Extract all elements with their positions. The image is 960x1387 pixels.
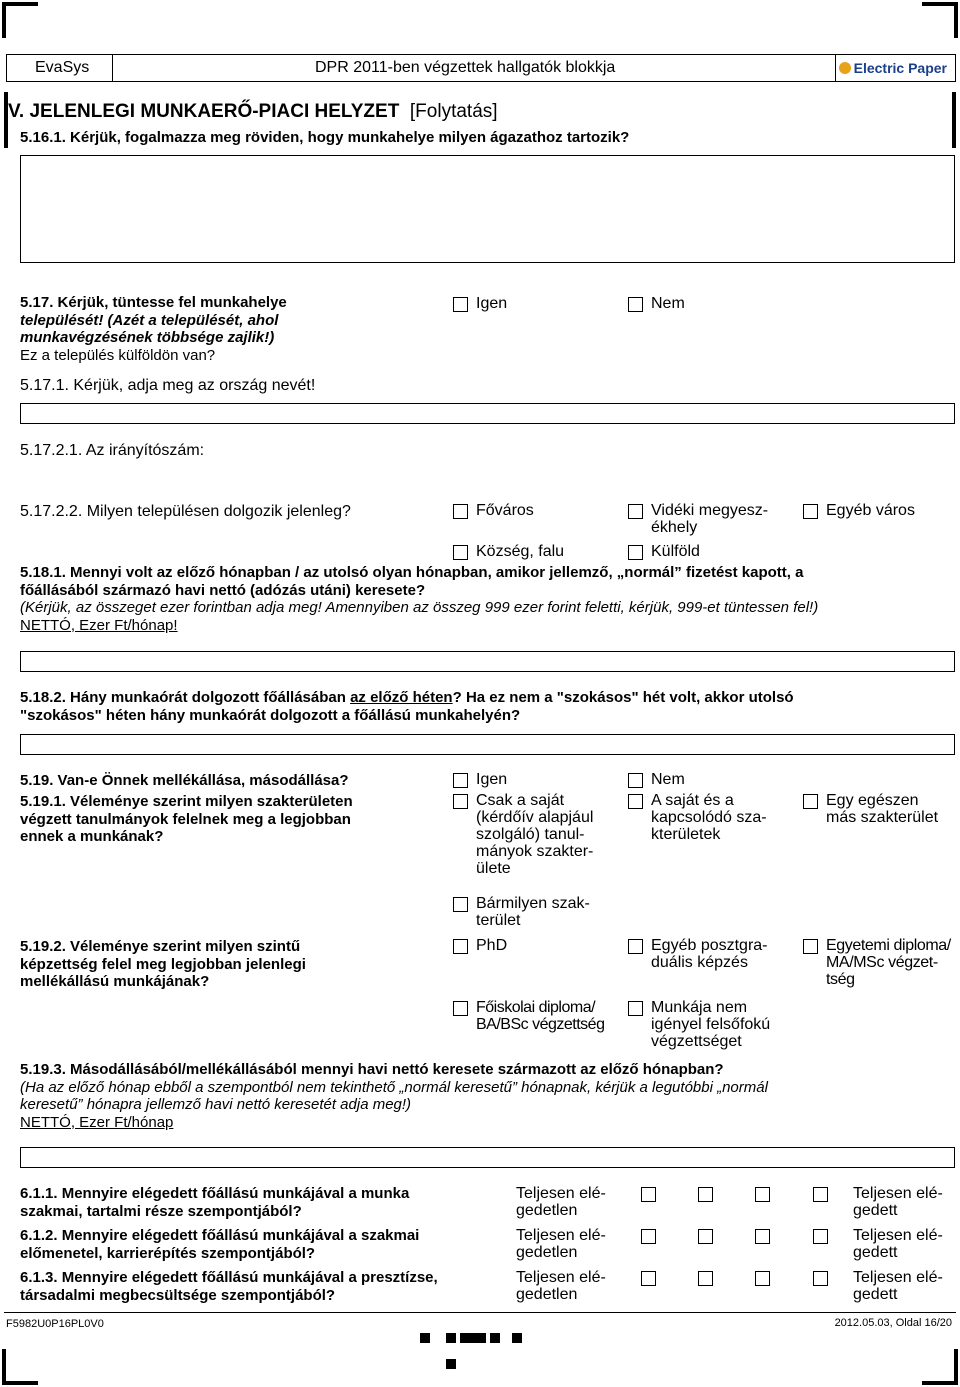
question-5-19: 5.19. Van-e Önnek mellékállása, másodállása? <box>20 772 349 789</box>
electric-paper-logo: Electric Paper <box>839 59 947 77</box>
option-posztgradualis: Egyéb posztgra- duális képzés <box>651 937 768 971</box>
question-5-17-2-1: 5.17.2.1. Az irányítószám: <box>20 442 205 459</box>
option-5-17-nem: Nem <box>651 295 685 312</box>
question-6-1-1: 6.1.1. Mennyire elégedett főállású munkájával a munka szakmai, tartalmi része szempontjából? <box>20 1185 410 1220</box>
corner-mark-bottom-right <box>922 1349 958 1385</box>
section-title: V. JELENLEGI MUNKAERŐ-PIACI HELYZET [Folytatás] <box>8 101 498 122</box>
corner-mark-top-right <box>922 2 958 38</box>
checkbox-5-19-igen[interactable] <box>453 773 468 788</box>
option-5-17-igen: Igen <box>476 295 508 312</box>
scale-6-1-3-option-3[interactable] <box>755 1271 770 1286</box>
option-foiskolai-diploma: Főiskolai diploma/ BA/BSc végzettség <box>476 999 605 1033</box>
footer-code: F5982U0P16PL0V0 <box>6 1318 104 1330</box>
scale-right-label: Teljesen elé- gedett <box>853 1269 943 1303</box>
checkbox-egyeb-varos[interactable] <box>803 504 818 519</box>
option-videki-megyeszekhely: Vidéki megyesz- ékhely <box>651 502 769 536</box>
scale-left-label: Teljesen elé- gedetlen <box>516 1269 606 1303</box>
question-5-18-1: 5.18.1. Mennyi volt az előző hónapban / az utolsó olyan hónapban, amikor jellemző, „normál” fizetést kapott, a főállásából származó havi nettó (adózás utáni) keresete? (Kérjük, az összeget ezer forintban adja meg! Amennyiben az összeg 999 ezer forint feletti, kérjük, 999-et tüntessen fel!) NETTÓ, Ezer Ft/hónap! <box>20 564 819 634</box>
scale-6-1-1-option-1[interactable] <box>641 1187 656 1202</box>
question-5-16-1: 5.16.1. Kérjük, fogalmazza meg röviden, hogy munkahelye milyen ágazathoz tartozik? <box>20 129 630 146</box>
scale-6-1-2-option-4[interactable] <box>813 1229 828 1244</box>
option-csak-a-sajat: Csak a saját (kérdőív alapjául szolgáló) tanul- mányok szakter- ülete <box>476 792 594 877</box>
option-phd: PhD <box>476 937 508 954</box>
option-barmilyen-szakterulet: Bármilyen szak- terület <box>476 895 590 929</box>
scale-6-1-2-option-2[interactable] <box>698 1229 713 1244</box>
checkbox-5-19-nem[interactable] <box>628 773 643 788</box>
option-5-19-nem: Nem <box>651 771 685 788</box>
answer-5-18-1-input[interactable] <box>20 651 955 672</box>
barcode <box>420 1333 530 1373</box>
option-kozseg-falu: Község, falu <box>476 543 565 560</box>
option-5-19-igen: Igen <box>476 771 508 788</box>
option-egyetemi-diploma: Egyetemi diploma/ MA/MSc végzet- tség <box>826 937 951 988</box>
answer-5-16-1-textarea[interactable] <box>20 155 955 263</box>
question-5-17: 5.17. Kérjük, tüntesse fel munkahelye települését! (Azét a települését, ahol munkavégzésének többsége zajlik!) Ez a település külföldön van? <box>20 294 287 364</box>
option-kulfold: Külföld <box>651 543 700 560</box>
checkbox-videki-megyeszekhely[interactable] <box>628 504 643 519</box>
option-sajat-es-kapcsolodo: A saját és a kapcsolódó sza- kterületek <box>651 792 767 843</box>
checkbox-foiskolai-diploma[interactable] <box>453 1001 468 1016</box>
question-5-18-2: 5.18.2. Hány munkaórát dolgozott főállásában az előző héten? Ha ez nem a "szokásos" hét volt, akkor utolsó "szokásos" héten hány munkaórát dolgozott a főállású munkahelyén? <box>20 689 794 724</box>
scale-6-1-2-option-1[interactable] <box>641 1229 656 1244</box>
answer-5-19-3-input[interactable] <box>20 1147 955 1168</box>
checkbox-kozseg-falu[interactable] <box>453 545 468 560</box>
checkbox-egyetemi-diploma[interactable] <box>803 939 818 954</box>
checkbox-posztgradualis[interactable] <box>628 939 643 954</box>
option-mas-szakterulet: Egy egészen más szakterület <box>826 792 939 826</box>
option-egyeb-varos: Egyéb város <box>826 502 915 519</box>
scale-6-1-1-option-4[interactable] <box>813 1187 828 1202</box>
checkbox-csak-a-sajat[interactable] <box>453 794 468 809</box>
footer-page-number: 2012.05.03, Oldal 16/20 <box>834 1317 952 1329</box>
question-5-19-1: 5.19.1. Véleménye szerint milyen szakterületen végzett tanulmányok felelnek meg a legjobban ennek a munkának? <box>20 793 353 845</box>
scale-6-1-3-option-2[interactable] <box>698 1271 713 1286</box>
checkbox-fovaros[interactable] <box>453 504 468 519</box>
scale-6-1-1-option-2[interactable] <box>698 1187 713 1202</box>
scale-6-1-2-option-3[interactable] <box>755 1229 770 1244</box>
corner-mark-top-left <box>2 2 38 38</box>
option-fovaros: Főváros <box>476 502 534 519</box>
question-5-17-1: 5.17.1. Kérjük, adja meg az ország nevét! <box>20 377 316 394</box>
checkbox-kulfold[interactable] <box>628 545 643 560</box>
checkbox-phd[interactable] <box>453 939 468 954</box>
scale-left-label: Teljesen elé- gedetlen <box>516 1185 606 1219</box>
header-title: DPR 2011-ben végzettek hallgatók blokkja <box>315 59 616 76</box>
scale-6-1-3-option-1[interactable] <box>641 1271 656 1286</box>
question-5-19-2: 5.19.2. Véleménye szerint milyen szintű képzettség felel meg legjobban jelenlegi mellékállású munkájának? <box>20 938 306 990</box>
checkbox-barmilyen-szakterulet[interactable] <box>453 897 468 912</box>
page-header <box>6 54 956 82</box>
question-6-1-3: 6.1.3. Mennyire elégedett főállású munkájával a presztízse, társadalmi megbecsültsége szempontjából? <box>20 1269 438 1304</box>
answer-5-17-1-input[interactable] <box>20 403 955 424</box>
checkbox-5-17-igen[interactable] <box>453 297 468 312</box>
scale-left-label: Teljesen elé- gedetlen <box>516 1227 606 1261</box>
logo-icon <box>839 62 851 74</box>
checkbox-nem-igenyel-felsofoku[interactable] <box>628 1001 643 1016</box>
question-5-17-2-2: 5.17.2.2. Milyen településen dolgozik jelenleg? <box>20 503 351 520</box>
scale-6-1-3-option-4[interactable] <box>813 1271 828 1286</box>
header-evasys: EvaSys <box>35 59 90 76</box>
question-5-19-3: 5.19.3. Másodállásából/mellékállásából mennyi havi nettó keresete származott az előző hónapban? (Ha az előző hónap ebből a szempontból nem tekinthető „normál keresetű” hónapnak, kérjük a legutóbbi „normál keresetű” hónapra jellemző havi nettó keresetét adja meg!) NETTÓ, Ezer Ft/hónap <box>20 1061 768 1131</box>
corner-mark-bottom-left <box>2 1349 38 1385</box>
checkbox-5-17-nem[interactable] <box>628 297 643 312</box>
scale-6-1-1-option-3[interactable] <box>755 1187 770 1202</box>
checkbox-mas-szakterulet[interactable] <box>803 794 818 809</box>
checkbox-sajat-es-kapcsolodo[interactable] <box>628 794 643 809</box>
scale-right-label: Teljesen elé- gedett <box>853 1227 943 1261</box>
answer-5-18-2-input[interactable] <box>20 734 955 755</box>
footer-rule <box>4 1312 956 1313</box>
question-6-1-2: 6.1.2. Mennyire elégedett főállású munkájával a szakmai előmenetel, karrierépítés szempontjából? <box>20 1227 420 1262</box>
option-nem-igenyel-felsofoku: Munkája nem igényel felsőfokú végzettséget <box>651 999 771 1050</box>
scale-right-label: Teljesen elé- gedett <box>853 1185 943 1219</box>
